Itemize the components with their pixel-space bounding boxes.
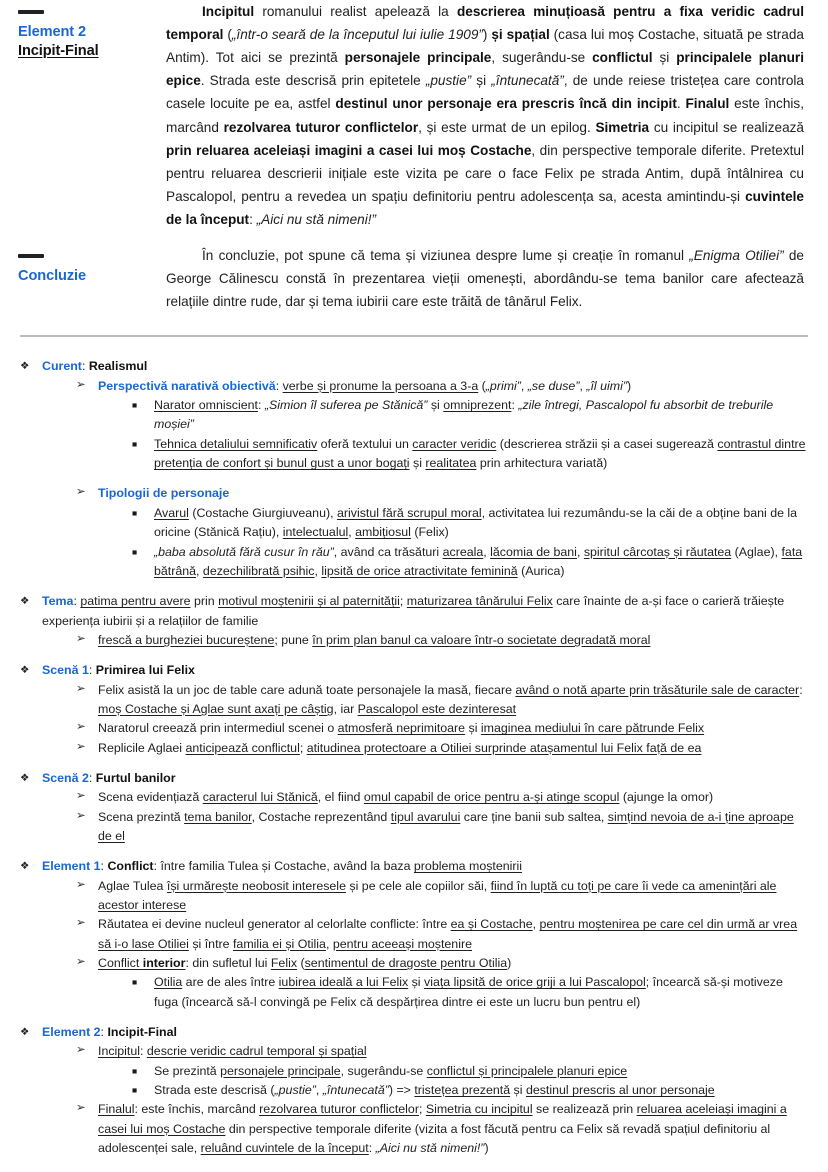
outline-item-text: Se prezintă personajele principale, sugerându-se conflictul și principalele planuri epice [154, 1063, 628, 1078]
outline-item-level2 [76, 719, 808, 738]
diamond-bullet-icon: ❖ [20, 860, 30, 873]
outline-item-level3 [132, 396, 808, 435]
outline-item-level1 [20, 769, 808, 788]
arrow-bullet-icon: ➢ [76, 956, 86, 969]
arrow-bullet-icon: ➢ [76, 378, 86, 391]
outline-item-text: Narator omniscient: „Simion îl suferea pe Stănică” și omniprezent: „zile întregi, Pascalopol fu absorbit de treburile moșiei” [154, 398, 774, 432]
label-dash-icon [18, 254, 44, 258]
outline-item-text: Avarul (Costache Giurgiuveanu), arivistul fără scrupul moral, activitatea lui rezumându-se la căi de a obține bani de la oricine (Stănică Rațiu), intelectualul, ambițiosul (Felix) [154, 505, 798, 540]
outline-item-text: Strada este descrisă („pustie”, „întunecată”) => tristețea prezentă și destinul prescris al unor personaje [154, 1083, 715, 1098]
outline-item-level1 [20, 857, 808, 876]
outline-item-text: Aglae Tulea își urmărește neobosit interesele și pe cele ale copiilor săi, fiind în luptă cu toți pe care îi vede ca amenințări ale acestor interese [98, 878, 777, 913]
outline-item-level2 [76, 808, 808, 847]
outline-item-text: Curent: Realismul [42, 359, 148, 374]
outline-item-text: Tehnica detaliului semnificativ oferă textului un caracter veridic (descrierea străzii și a casei sugerează contrastul dintre pretenția de confort și bunul gust a unor bogați și realitatea prin arhitectura variată) [154, 436, 806, 471]
outline-item-level1 [20, 357, 808, 376]
section-divider [20, 335, 808, 337]
section-label-primary: Element 2 [18, 24, 87, 40]
outline-item-text: Scena evidențiază caracterul lui Stănică, el fiind omul capabil de orice pentru a-și atinge scopul (ajunge la omor) [98, 790, 714, 805]
essay-paragraph: În concluzie, pot spune că tema și viziunea despre lume și creație în romanul „Enigma Otiliei” de George Călinescu constă în prezentarea vieții omenești, abordându-se tema banilor care afectează relațiile dintre rude, dar și tema iubirii care este trăită de tânărul Felix. [166, 248, 804, 310]
outline-item-level2 [76, 1042, 808, 1061]
outline-item-text: „baba absolută fără cusur în rău”, având ca trăsături acreala, lăcomia de bani, spiritul cârcotaș și răutatea (Aglae), fata bătrână, dezechilibrată psihic, lipsită de orice atractivitate feminină (Aurica) [154, 544, 803, 578]
square-bullet-icon: ■ [132, 507, 138, 518]
outline-item-level2 [76, 1100, 808, 1158]
square-bullet-icon: ■ [132, 977, 138, 988]
outline-item-level1 [20, 661, 808, 680]
outline-item-text: Răutatea ei devine nucleul generator al celorlalte conflicte: între ea și Costache, pentru moștenirea pe care cel din urmă ar vrea să i-o lase Otiliei și între familia ei și Otilia, pentru aceeași moștenire [98, 917, 798, 951]
outline-item-text: Conflict interior: din sufletul lui Felix (sentimentul de dragoste pentru Otilia) [98, 956, 512, 971]
section-label-secondary: Incipit-Final [18, 42, 99, 59]
section-label [18, 244, 166, 286]
outline-item-level2 [76, 484, 808, 503]
outline-item-level3 [132, 435, 808, 474]
outline-item-text: Incipitul: descrie veridic cadrul temporal și spațial [98, 1044, 367, 1059]
outline-section [0, 357, 828, 1172]
outline-item-text: frescă a burgheziei bucureștene; pune în prim plan banul ca valoare într-o societate degradată moral [98, 632, 651, 647]
outline-item-level2 [76, 739, 808, 758]
arrow-bullet-icon: ➢ [76, 878, 86, 891]
arrow-bullet-icon: ➢ [76, 721, 86, 734]
outline-item-text: Finalul: este închis, marcând rezolvarea tuturor conflictelor; Simetria cu incipitul se realizează prin reluarea aceleiași imagini a casei lui moș Costache din perspective temporale diferite (vizita a fost făcută pentru ca Felix să revadă spațiul definitoriu al adolescenței sale, reluând cuvintele de la început: „Aici nu stă nimeni!”) [98, 1102, 787, 1156]
arrow-bullet-icon: ➢ [76, 682, 86, 695]
outline-item-level3 [132, 973, 808, 1012]
outline-item-level2 [76, 788, 808, 807]
outline-item-text: Element 2: Incipit-Final [42, 1025, 177, 1040]
arrow-bullet-icon: ➢ [76, 740, 86, 753]
section-label [18, 0, 166, 61]
outline-item-level2 [76, 631, 808, 650]
outline-item-text: Naratorul creează prin intermediul scenei o atmosferă neprimitoare și imaginea mediului în care pătrunde Felix [98, 721, 705, 736]
outline-item-text: Tipologii de personaje [98, 486, 230, 501]
essay-paragraph: Incipitul romanului realist apelează la descrierea minuțioasă pentru a fixa veridic cadrul temporal („într-o seară de la începutul lui iulie 1909”) și spațial (casa lui moș Costache, situată pe strada Antim). Tot aici se prezintă personajele principale, sugerându-se conflictul și principalele planuri epice. Strada este descrisă prin epitetele „pustie” și „întunecată”, de unde reiese tristețea care controla casele locuite pe ea, astfel destinul unor personaje era prescris încă din incipit. Finalul este închis, marcând rezolvarea tuturor conflictelor, și este urmat de un epilog. Simetria cu incipitul se realizează prin reluarea aceleiași imagini a casei lui moș Costache, din perspective temporale diferite. Pretextul pentru reluarea descrierii inițiale este vizita pe care o face Felix pe strada Antim, după întâlnirea cu Pascalopol, pentru a revedea un spațiu definitoriu pentru adolescența sa, acesta amintindu-și cuvintele de la început: „Aici nu stă nimeni!” [166, 4, 805, 227]
outline-item-text: Scenă 2: Furtul banilor [42, 770, 176, 785]
outline-item-text: Scena prezintă tema banilor, Costache reprezentând tipul avarului care ține banii sub saltea, simțind nevoia de a-i ține aproape de el [98, 809, 794, 843]
outline-item-level3 [132, 504, 808, 543]
diamond-bullet-icon: ❖ [20, 1026, 30, 1039]
section-label-primary: Concluzie [18, 268, 87, 285]
outline-item-text: Felix asistă la un joc de table care adună toate personajele la masă, fiecare având o notă aparte prin trăsăturile sale de caracter: moș Costache și Aglae sunt axați pe câștig, iar Pascalopol este dezinteresat [98, 682, 803, 716]
arrow-bullet-icon: ➢ [76, 632, 86, 645]
outline-item-text: Scenă 1: Primirea lui Felix [42, 663, 195, 678]
diamond-bullet-icon: ❖ [20, 595, 30, 608]
outline-item-level1 [20, 1023, 808, 1042]
outline-item-text: Perspectivă narativă obiectivă: verbe și pronume la persoana a 3-a („primi”, „se duse”, „îl uimi”) [98, 378, 632, 393]
outline-item-level2 [76, 954, 808, 973]
arrow-bullet-icon: ➢ [76, 1102, 86, 1115]
outline-item-level3 [132, 1062, 808, 1081]
arrow-bullet-icon: ➢ [76, 809, 86, 822]
outline-item-level1 [20, 592, 808, 631]
square-bullet-icon: ■ [132, 546, 138, 557]
arrow-bullet-icon: ➢ [76, 486, 86, 499]
outline-item-text: Replicile Aglaei anticipează conflictul; atitudinea protectoare a Otiliei surprinde atașamentul lui Felix față de ea [98, 740, 702, 755]
essay-block [0, 244, 828, 313]
square-bullet-icon: ■ [132, 1085, 138, 1096]
diamond-bullet-icon: ❖ [20, 664, 30, 677]
outline-item-text: Element 1: Conflict: între familia Tulea și Costache, având la baza problema moștenirii [42, 859, 523, 874]
arrow-bullet-icon: ➢ [76, 790, 86, 803]
diamond-bullet-icon: ❖ [20, 771, 30, 784]
square-bullet-icon: ■ [132, 1065, 138, 1076]
outline-item-level2 [76, 877, 808, 916]
square-bullet-icon: ■ [132, 400, 138, 411]
outline-item-level2 [76, 377, 808, 396]
arrow-bullet-icon: ➢ [76, 1044, 86, 1057]
square-bullet-icon: ■ [132, 438, 138, 449]
outline-item-text: Tema: patima pentru avere prin motivul moștenirii și al paternității; maturizarea tânărului Felix care înainte de a-și face o carieră trăiește experiența iubirii și a relațiilor de familie [42, 594, 785, 628]
diamond-bullet-icon: ❖ [20, 360, 30, 373]
arrow-bullet-icon: ➢ [76, 917, 86, 930]
essay-section [0, 0, 828, 313]
label-dash-icon [18, 10, 44, 14]
essay-block [0, 0, 828, 231]
outline-item-level3 [132, 543, 808, 582]
outline-item-text: Otilia are de ales între iubirea ideală a lui Felix și viața lipsită de orice griji a lui Pascalopol; încearcă să-și motiveze fuga (încearcă să-l convingă pe Felix că despărțirea dintre ei este un lucru bun pentru el) [154, 975, 783, 1009]
outline-item-level3 [132, 1081, 808, 1100]
outline-item-level2 [76, 915, 808, 954]
outline-item-level2 [76, 681, 808, 720]
